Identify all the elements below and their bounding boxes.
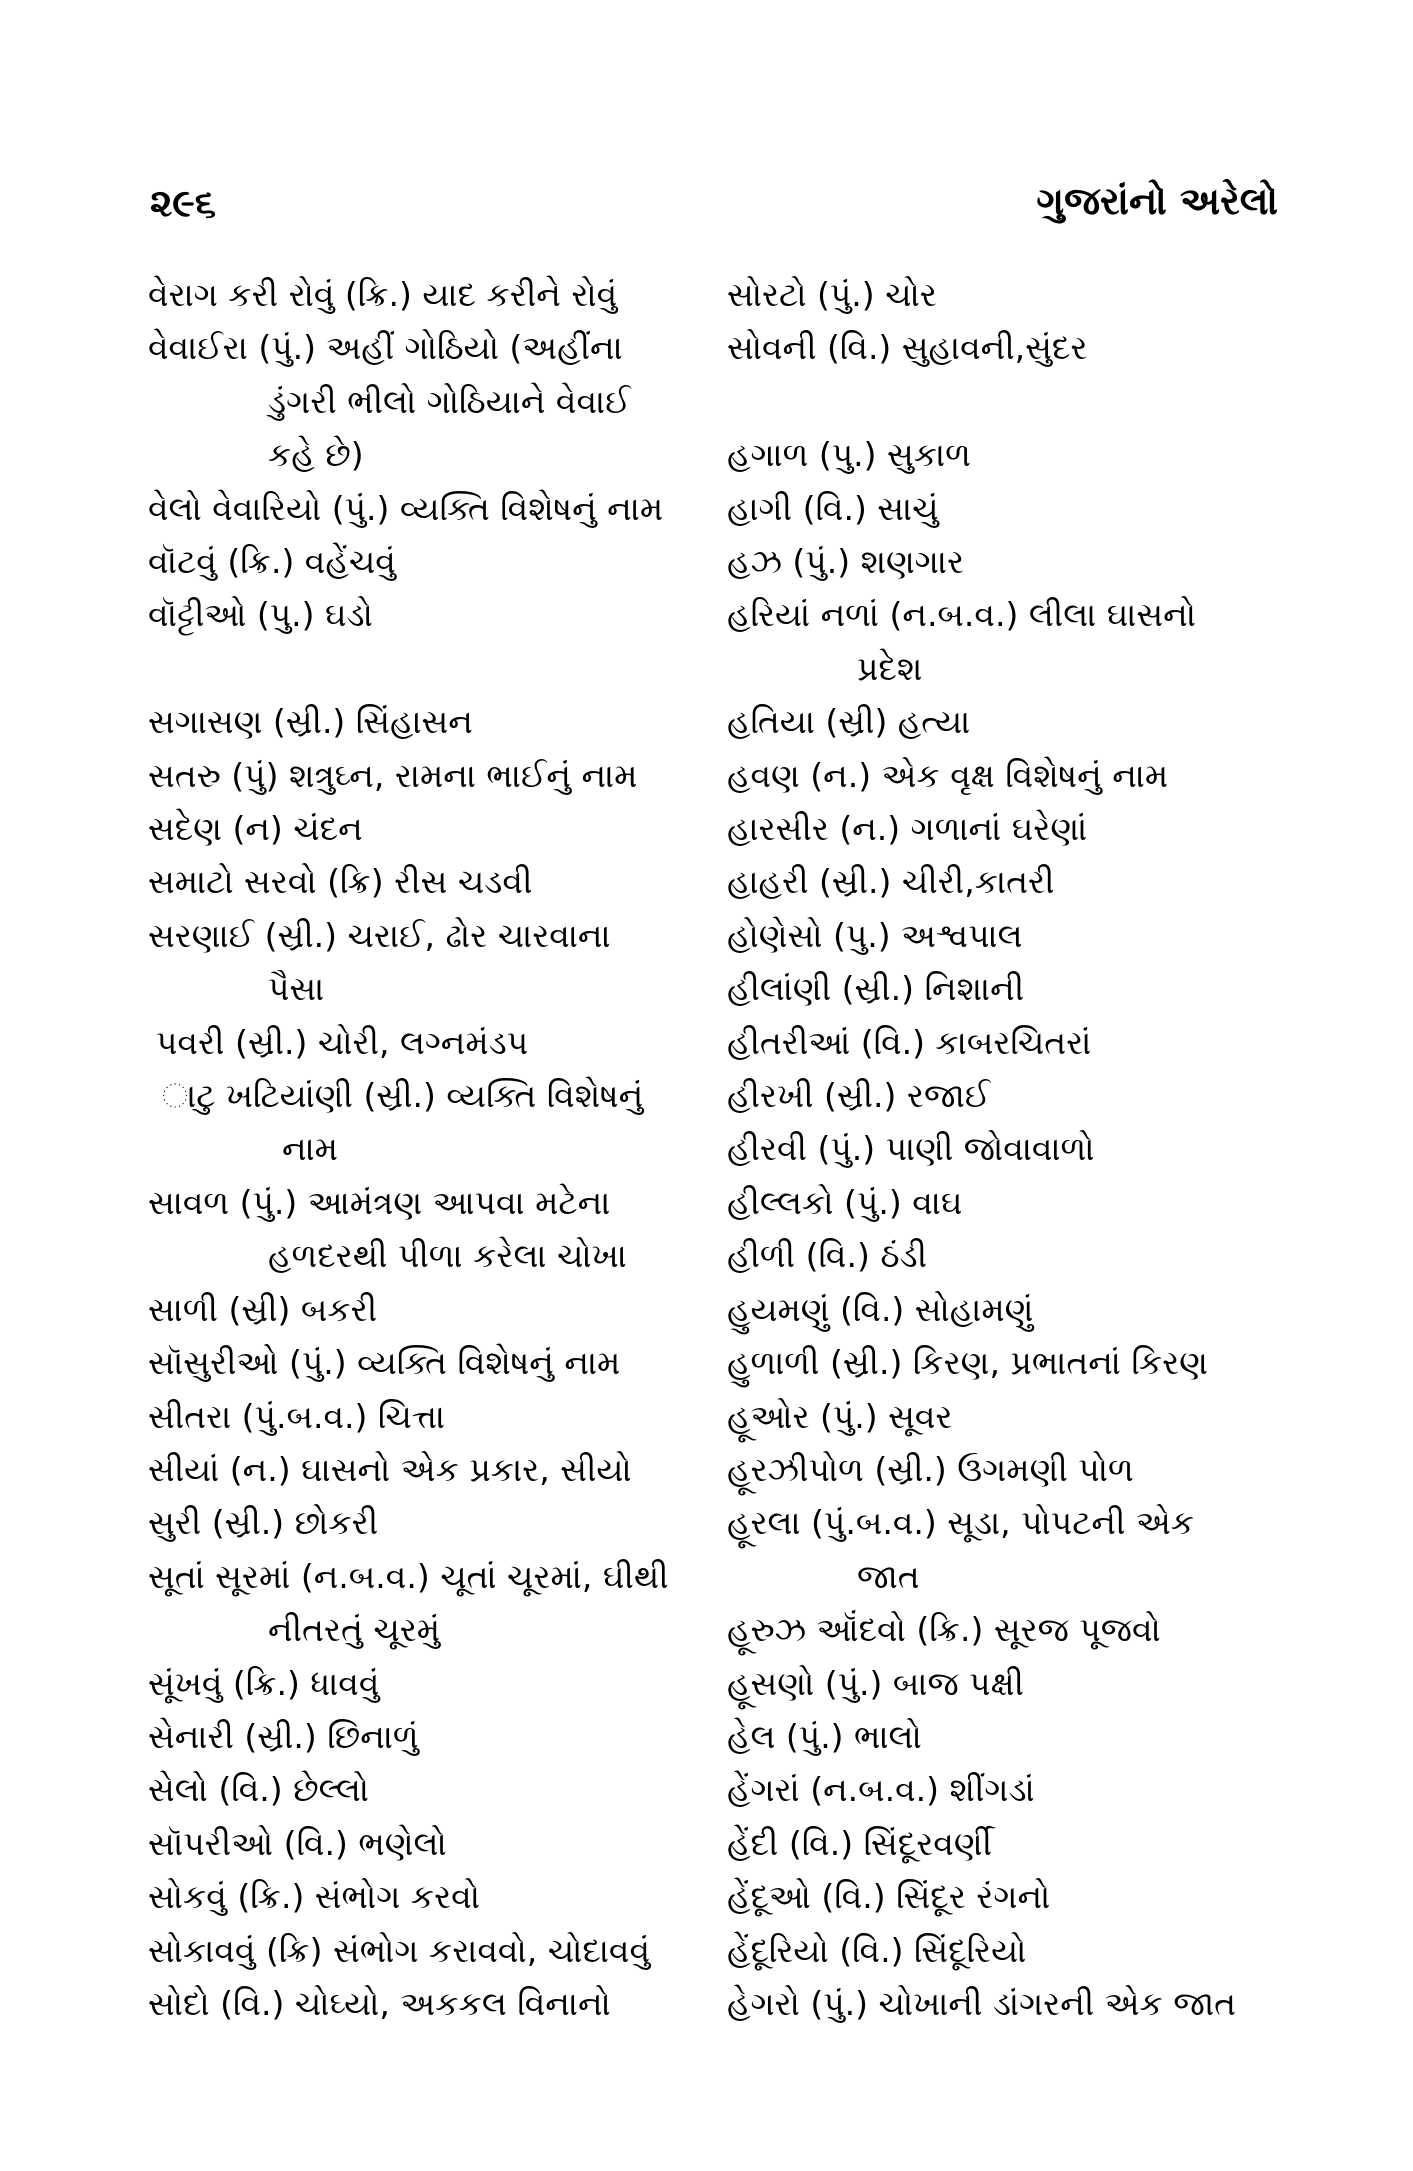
entry-line: હઝ (પું.) શણગાર	[727, 542, 965, 582]
section-gap	[727, 375, 1287, 428]
glossary-entry	[148, 855, 708, 908]
right-column	[727, 268, 1287, 2030]
glossary-entry	[727, 1390, 1287, 1443]
glossary-entry	[148, 1496, 708, 1549]
glossary-entry	[148, 1390, 708, 1443]
entry-line: સરણાઈ (સ્રી.) ચરાઈ, ઢોર ચારવાના	[148, 915, 611, 955]
entry-line: સોકવું (ક્રિ.) સંભોગ કરવો	[148, 1877, 480, 1917]
glossary-entry	[148, 1763, 708, 1816]
entry-line: સૉપરીઓ (વિ.) ભણેલો	[148, 1823, 447, 1863]
entry-continuation: હળદરથી પીળા કરેલા ચોખા	[268, 1236, 627, 1276]
entry-line: હેલ (પું.) ભાલો	[727, 1716, 922, 1756]
glossary-entry	[727, 962, 1287, 1015]
glossary-entry	[727, 1336, 1287, 1389]
entry-line: હાગી (વિ.) સાચું	[727, 488, 939, 528]
glossary-entry	[727, 749, 1287, 802]
entry-line: હવણ (ન.) એક વૃક્ષ વિશેષનું નામ	[727, 755, 1169, 795]
glossary-entry	[148, 321, 708, 481]
entry-line: હરિયાં નળાં (ન.બ.વ.) લીલા ઘાસનો	[727, 595, 1196, 635]
entry-line: હતિયા (સ્રી) હત્યા	[727, 702, 971, 742]
entry-line: હારસીર (ન.) ગળાનાં ઘરેણાં	[727, 809, 1088, 849]
section-gap	[148, 642, 708, 695]
glossary-entry	[727, 1977, 1287, 2030]
glossary-entry	[727, 1710, 1287, 1763]
entry-line: હેગરો (પું.) ચોખાની ડાંગરની એક જાત	[727, 1983, 1237, 2023]
glossary-entry	[727, 1924, 1287, 1977]
glossary-entry	[727, 909, 1287, 962]
glossary-entry	[148, 749, 708, 802]
entry-line: વેરાગ કરી રોવું (ક્રિ.) યાદ કરીને રોવું	[148, 275, 618, 314]
entry-line: સાવળ (પું.) આમંત્રણ આપવા મટેના	[148, 1182, 611, 1222]
entry-line: હોણેસો (પુ.) અશ્વપાલ	[727, 915, 1023, 955]
entry-line: હીલાંણી (સ્રી.) નિશાની	[727, 969, 1025, 1009]
glossary-entry	[148, 1817, 708, 1870]
glossary-entry	[727, 482, 1287, 535]
glossary-entry	[148, 1016, 708, 1069]
glossary-entry	[727, 1443, 1287, 1496]
entry-line: હીરખી (સ્રી.) રજાઈ	[727, 1076, 991, 1116]
glossary-entry	[727, 1283, 1287, 1336]
entry-line: હુયમણું (વિ.) સોહામણું	[727, 1289, 1034, 1329]
glossary-entry	[727, 1016, 1287, 1069]
glossary-entry	[148, 1443, 708, 1496]
entry-line: સોકાવવું (ક્રિ) સંભોગ કરાવવો, ચોદાવવું	[148, 1930, 651, 1970]
glossary-entry	[727, 535, 1287, 588]
entry-continuation: પ્રદેશ	[857, 648, 923, 688]
glossary-entry	[148, 1924, 708, 1977]
entry-line: હૂઓર (પું.) સૂવર	[727, 1396, 953, 1436]
entry-line: પવરી (સ્રી.) ચોરી, લગ્નમંડપ	[156, 1022, 529, 1062]
entry-line: ાટુ ખટિયાંણી (સ્રી.) વ્યક્તિ વિશેષનું	[162, 1076, 644, 1116]
glossary-entry	[727, 1069, 1287, 1122]
entry-line: હાહરી (સ્રી.) ચીરી,કાતરી	[727, 862, 1055, 902]
glossary-entry	[727, 321, 1287, 374]
glossary-entry	[148, 1657, 708, 1710]
glossary-entry	[148, 802, 708, 855]
glossary-entry	[148, 482, 708, 535]
entry-line: વેવાઈરા (પું.) અહીં ગોઠિયો (અહીંના	[148, 328, 623, 368]
glossary-entry	[727, 695, 1287, 748]
entry-continuation: નીતરતું ચૂરમું	[268, 1610, 441, 1650]
glossary-entry	[148, 695, 708, 748]
entry-continuation: કહે છે)	[268, 435, 364, 475]
entry-line: સીતરા (પું.બ.વ.) ચિત્તા	[148, 1396, 446, 1436]
entry-line: સેનારી (સ્રી.) છિનાળું	[148, 1716, 419, 1756]
entry-line: હીરવી (પું.) પાણી જોવાવાળો	[727, 1129, 1095, 1169]
running-title: ગુજરાંનો અરેલો	[1036, 179, 1278, 223]
entry-line: હૂરલા (પું.બ.વ.) સૂડા, પોપટની એક	[727, 1503, 1195, 1543]
glossary-entry	[727, 1176, 1287, 1229]
entry-line: વૉટ્ટીઓ (પુ.) ઘડો	[148, 595, 373, 635]
glossary-entry	[727, 1817, 1287, 1870]
entry-line: સૉસુરીઓ (પું.) વ્યક્તિ વિશેષનું નામ	[148, 1343, 621, 1383]
glossary-entry	[727, 802, 1287, 855]
glossary-entry	[727, 1229, 1287, 1282]
glossary-entry	[148, 535, 708, 588]
entry-line: સાળી (સ્રી) બકરી	[148, 1289, 378, 1329]
glossary-entry	[727, 1603, 1287, 1656]
page-number: ૨૯૬	[150, 181, 217, 225]
entry-line: વૉટવું (ક્રિ.) વહેંચવું	[148, 542, 396, 582]
entry-line: હીળી (વિ.) ઠંડી	[727, 1236, 928, 1276]
entry-line: વેલો વેવારિયો (પું.) વ્યક્તિ વિશેષનું નામ	[148, 488, 664, 528]
glossary-entry	[727, 1763, 1287, 1816]
entry-line: સોદો (વિ.) ચોઘ્યો, અકકલ વિનાનો	[148, 1983, 611, 2023]
entry-line: સેલો (વિ.) છેલ્લો	[148, 1770, 370, 1810]
entry-line: હીલ્લકો (પું.) વાઘ	[727, 1182, 963, 1222]
glossary-entry	[148, 1176, 708, 1283]
entry-line: હેંગરાં (ન.બ.વ.) શીંગડાં	[727, 1770, 1035, 1810]
entry-line: હેંદી (વિ.) સિંદૂરવર્ણી	[727, 1823, 993, 1863]
glossary-entry	[727, 1870, 1287, 1923]
entry-line: સોવની (વિ.) સુહાવની,સુંદર	[727, 328, 1088, 368]
entry-line: હેંદૂરિયો (વિ.) સિંદૂરિયો	[727, 1930, 1027, 1970]
glossary-entry	[148, 588, 708, 641]
entry-line: સીયાં (ન.) ઘાસનો એક પ્રકાર, સીયો	[148, 1449, 632, 1489]
glossary-entry	[727, 855, 1287, 908]
glossary-entry	[148, 1977, 708, 2030]
entry-continuation: ડુંગરી ભીલો ગોઠિયાને વેવાઈ	[268, 381, 631, 421]
entry-line: સતરુ (પું) શત્રુઘ્ન, રામના ભાઈનું નામ	[148, 755, 638, 795]
glossary-entry	[148, 1283, 708, 1336]
entry-continuation: જાત	[857, 1556, 920, 1596]
glossary-entry	[148, 1550, 708, 1657]
glossary-entry	[727, 1122, 1287, 1175]
entry-line: હેંદૂઓ (વિ.) સિંદૂર રંગનો	[727, 1877, 1051, 1917]
glossary-entry	[148, 909, 708, 1016]
entry-line: હૂરુઝ ઑંદવો (ક્રિ.) સૂરજ પૂજવો	[727, 1610, 1161, 1650]
glossary-entry	[148, 1870, 708, 1923]
glossary-entry	[727, 1496, 1287, 1603]
glossary-entry	[148, 1069, 708, 1176]
entry-line: સુરી (સ્રી.) છોકરી	[148, 1503, 379, 1543]
entry-line: સૂંખવું (ક્રિ.) ધાવવું	[148, 1663, 380, 1703]
entry-line: હીતરીઆં (વિ.) કાબરચિતરાં	[727, 1022, 1092, 1062]
glossary-entry	[148, 1710, 708, 1763]
entry-continuation: પૈસા	[268, 969, 325, 1009]
entry-line: સમાટો સરવો (ક્રિ) રીસ ચડવી	[148, 862, 533, 902]
glossary-entry	[727, 268, 1287, 321]
glossary-entry	[727, 1657, 1287, 1710]
entry-line: હગાળ (પુ.) સુકાળ	[727, 435, 971, 475]
entry-line: સૂતાં સૂરમાં (ન.બ.વ.) ચૂતાં ચૂરમાં, ઘીથી	[148, 1556, 669, 1596]
entry-line: સગાસણ (સ્રી.) સિંહાસન	[148, 702, 473, 742]
glossary-entry	[148, 268, 708, 321]
entry-continuation: નામ	[282, 1129, 338, 1169]
left-column	[148, 268, 708, 2030]
entry-line: સદેણ (ન) ચંદન	[148, 809, 363, 849]
entry-line: હૂસણો (પું.) બાજ પક્ષી	[727, 1663, 1024, 1703]
glossary-entry	[727, 428, 1287, 481]
entry-line: સોરટો (પું.) ચોર	[727, 275, 937, 314]
entry-line: હુળાળી (સ્રી.) કિરણ, પ્રભાતનાં કિરણ	[727, 1343, 1208, 1383]
glossary-entry	[727, 588, 1287, 695]
glossary-entry	[148, 1336, 708, 1389]
entry-line: હૂરઝીપોળ (સ્રી.) ઉગમણી પોળ	[727, 1449, 1134, 1489]
